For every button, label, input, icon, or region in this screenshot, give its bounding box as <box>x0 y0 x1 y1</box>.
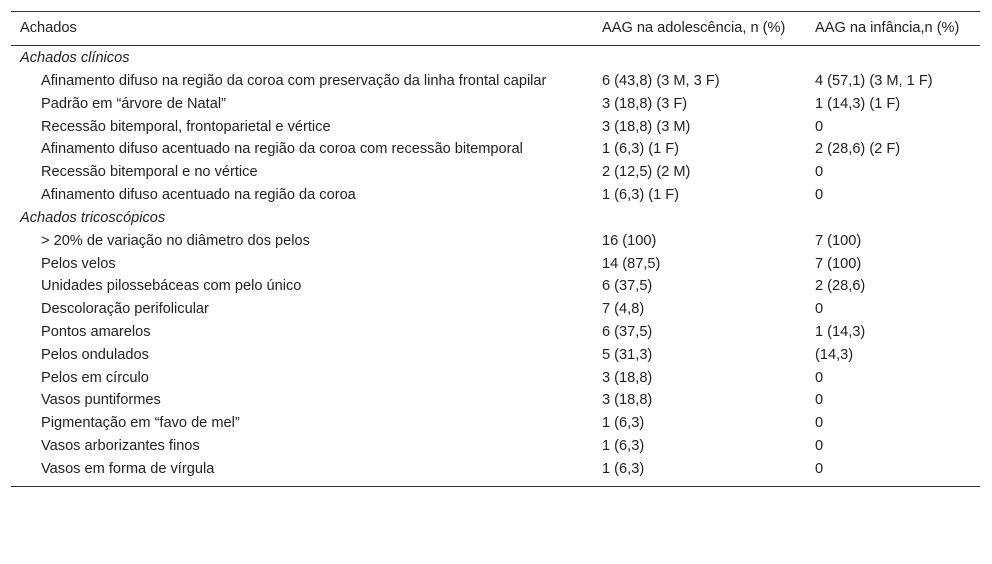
table-row <box>11 230 980 253</box>
cell-childhood: 4 (57,1) (3 M, 1 F) <box>815 73 933 89</box>
cell-childhood: 1 (14,3) <box>815 323 866 340</box>
section-title: Achados tricoscópicos <box>20 209 166 226</box>
cell-adolescence: 1 (6,3) <box>602 460 645 477</box>
cell-childhood: 2 (28,6) (2 F) <box>815 141 901 158</box>
table-row <box>11 116 980 139</box>
table-row <box>11 321 980 344</box>
cell-adolescence: 1 (6,3) (1 F) <box>602 141 680 158</box>
cell-childhood: 7 (100) <box>815 255 862 272</box>
cell-finding: Vasos puntiformes <box>41 392 161 409</box>
cell-finding: Afinamento difuso na região da coroa com preservação da linha frontal capilar <box>41 73 547 89</box>
cell-childhood: 0 <box>815 460 824 477</box>
cell-adolescence: 14 (87,5) <box>602 255 661 272</box>
cell-childhood: (14,3) <box>815 346 854 363</box>
cell-finding: Pelos ondulados <box>41 346 149 363</box>
section-title: Achados clínicos <box>20 50 130 66</box>
cell-adolescence: 6 (43,8) (3 M, 3 F) <box>602 73 720 89</box>
table-row <box>11 93 980 116</box>
cell-childhood: 0 <box>815 118 824 135</box>
table-row <box>11 298 980 321</box>
header-childhood: AAG na infância,n (%) <box>815 20 960 36</box>
cell-finding: Recessão bitemporal, frontoparietal e vértice <box>41 118 331 135</box>
cell-childhood: 0 <box>815 437 824 454</box>
cell-adolescence: 6 (37,5) <box>602 323 653 340</box>
cell-finding: Pelos velos <box>41 255 116 272</box>
cell-finding: > 20% de variação no diâmetro dos pelos <box>41 232 310 249</box>
table-row <box>11 458 980 481</box>
cell-adolescence: 3 (18,8) <box>602 392 653 409</box>
cell-childhood: 7 (100) <box>815 232 862 249</box>
cell-adolescence: 3 (18,8) (3 M) <box>602 118 691 135</box>
cell-finding: Descoloração perifolicular <box>41 301 209 318</box>
cell-childhood: 0 <box>815 369 824 386</box>
cell-finding: Vasos em forma de vírgula <box>41 460 215 477</box>
cell-finding: Pontos amarelos <box>41 323 151 340</box>
table-row <box>11 344 980 367</box>
cell-childhood: 0 <box>815 186 824 203</box>
cell-finding: Pelos em círculo <box>41 369 149 386</box>
cell-adolescence: 5 (31,3) <box>602 346 653 363</box>
table-row <box>11 70 980 93</box>
cell-adolescence: 1 (6,3) (1 F) <box>602 186 680 203</box>
table-row <box>11 253 980 276</box>
cell-adolescence: 3 (18,8) <box>602 369 653 386</box>
cell-adolescence: 6 (37,5) <box>602 278 653 295</box>
header-adolescence: AAG na adolescência, n (%) <box>602 20 786 36</box>
table-row <box>11 435 980 458</box>
table-row <box>11 184 980 207</box>
cell-finding: Pigmentação em “favo de mel” <box>41 415 240 432</box>
cell-finding: Vasos arborizantes finos <box>41 437 200 454</box>
cell-adolescence: 3 (18,8) (3 F) <box>602 95 688 112</box>
cell-finding: Unidades pilossebáceas com pelo único <box>41 278 302 295</box>
cell-childhood: 0 <box>815 164 824 181</box>
table-row <box>11 138 980 161</box>
table-row <box>11 412 980 435</box>
cell-finding: Recessão bitemporal e no vértice <box>41 164 258 181</box>
cell-childhood: 1 (14,3) (1 F) <box>815 95 901 112</box>
cell-adolescence: 1 (6,3) <box>602 437 645 454</box>
cell-childhood: 0 <box>815 301 824 318</box>
table-row <box>11 367 980 390</box>
cell-finding: Afinamento difuso acentuado na região da coroa com recessão bitemporal <box>41 141 523 158</box>
cell-adolescence: 7 (4,8) <box>602 301 645 318</box>
table-row <box>11 389 980 412</box>
findings-table <box>11 11 980 487</box>
table-header <box>11 12 980 46</box>
cell-finding: Padrão em “árvore de Natal” <box>41 95 226 112</box>
cell-adolescence: 2 (12,5) (2 M) <box>602 164 691 181</box>
table-body <box>11 46 980 486</box>
cell-adolescence: 16 (100) <box>602 232 657 249</box>
cell-adolescence: 1 (6,3) <box>602 415 645 432</box>
cell-finding: Afinamento difuso acentuado na região da coroa <box>41 186 356 203</box>
header-findings: Achados <box>20 20 77 36</box>
cell-childhood: 0 <box>815 392 824 409</box>
cell-childhood: 0 <box>815 415 824 432</box>
cell-childhood: 2 (28,6) <box>815 278 866 295</box>
table-row <box>11 275 980 298</box>
table-row <box>11 161 980 184</box>
